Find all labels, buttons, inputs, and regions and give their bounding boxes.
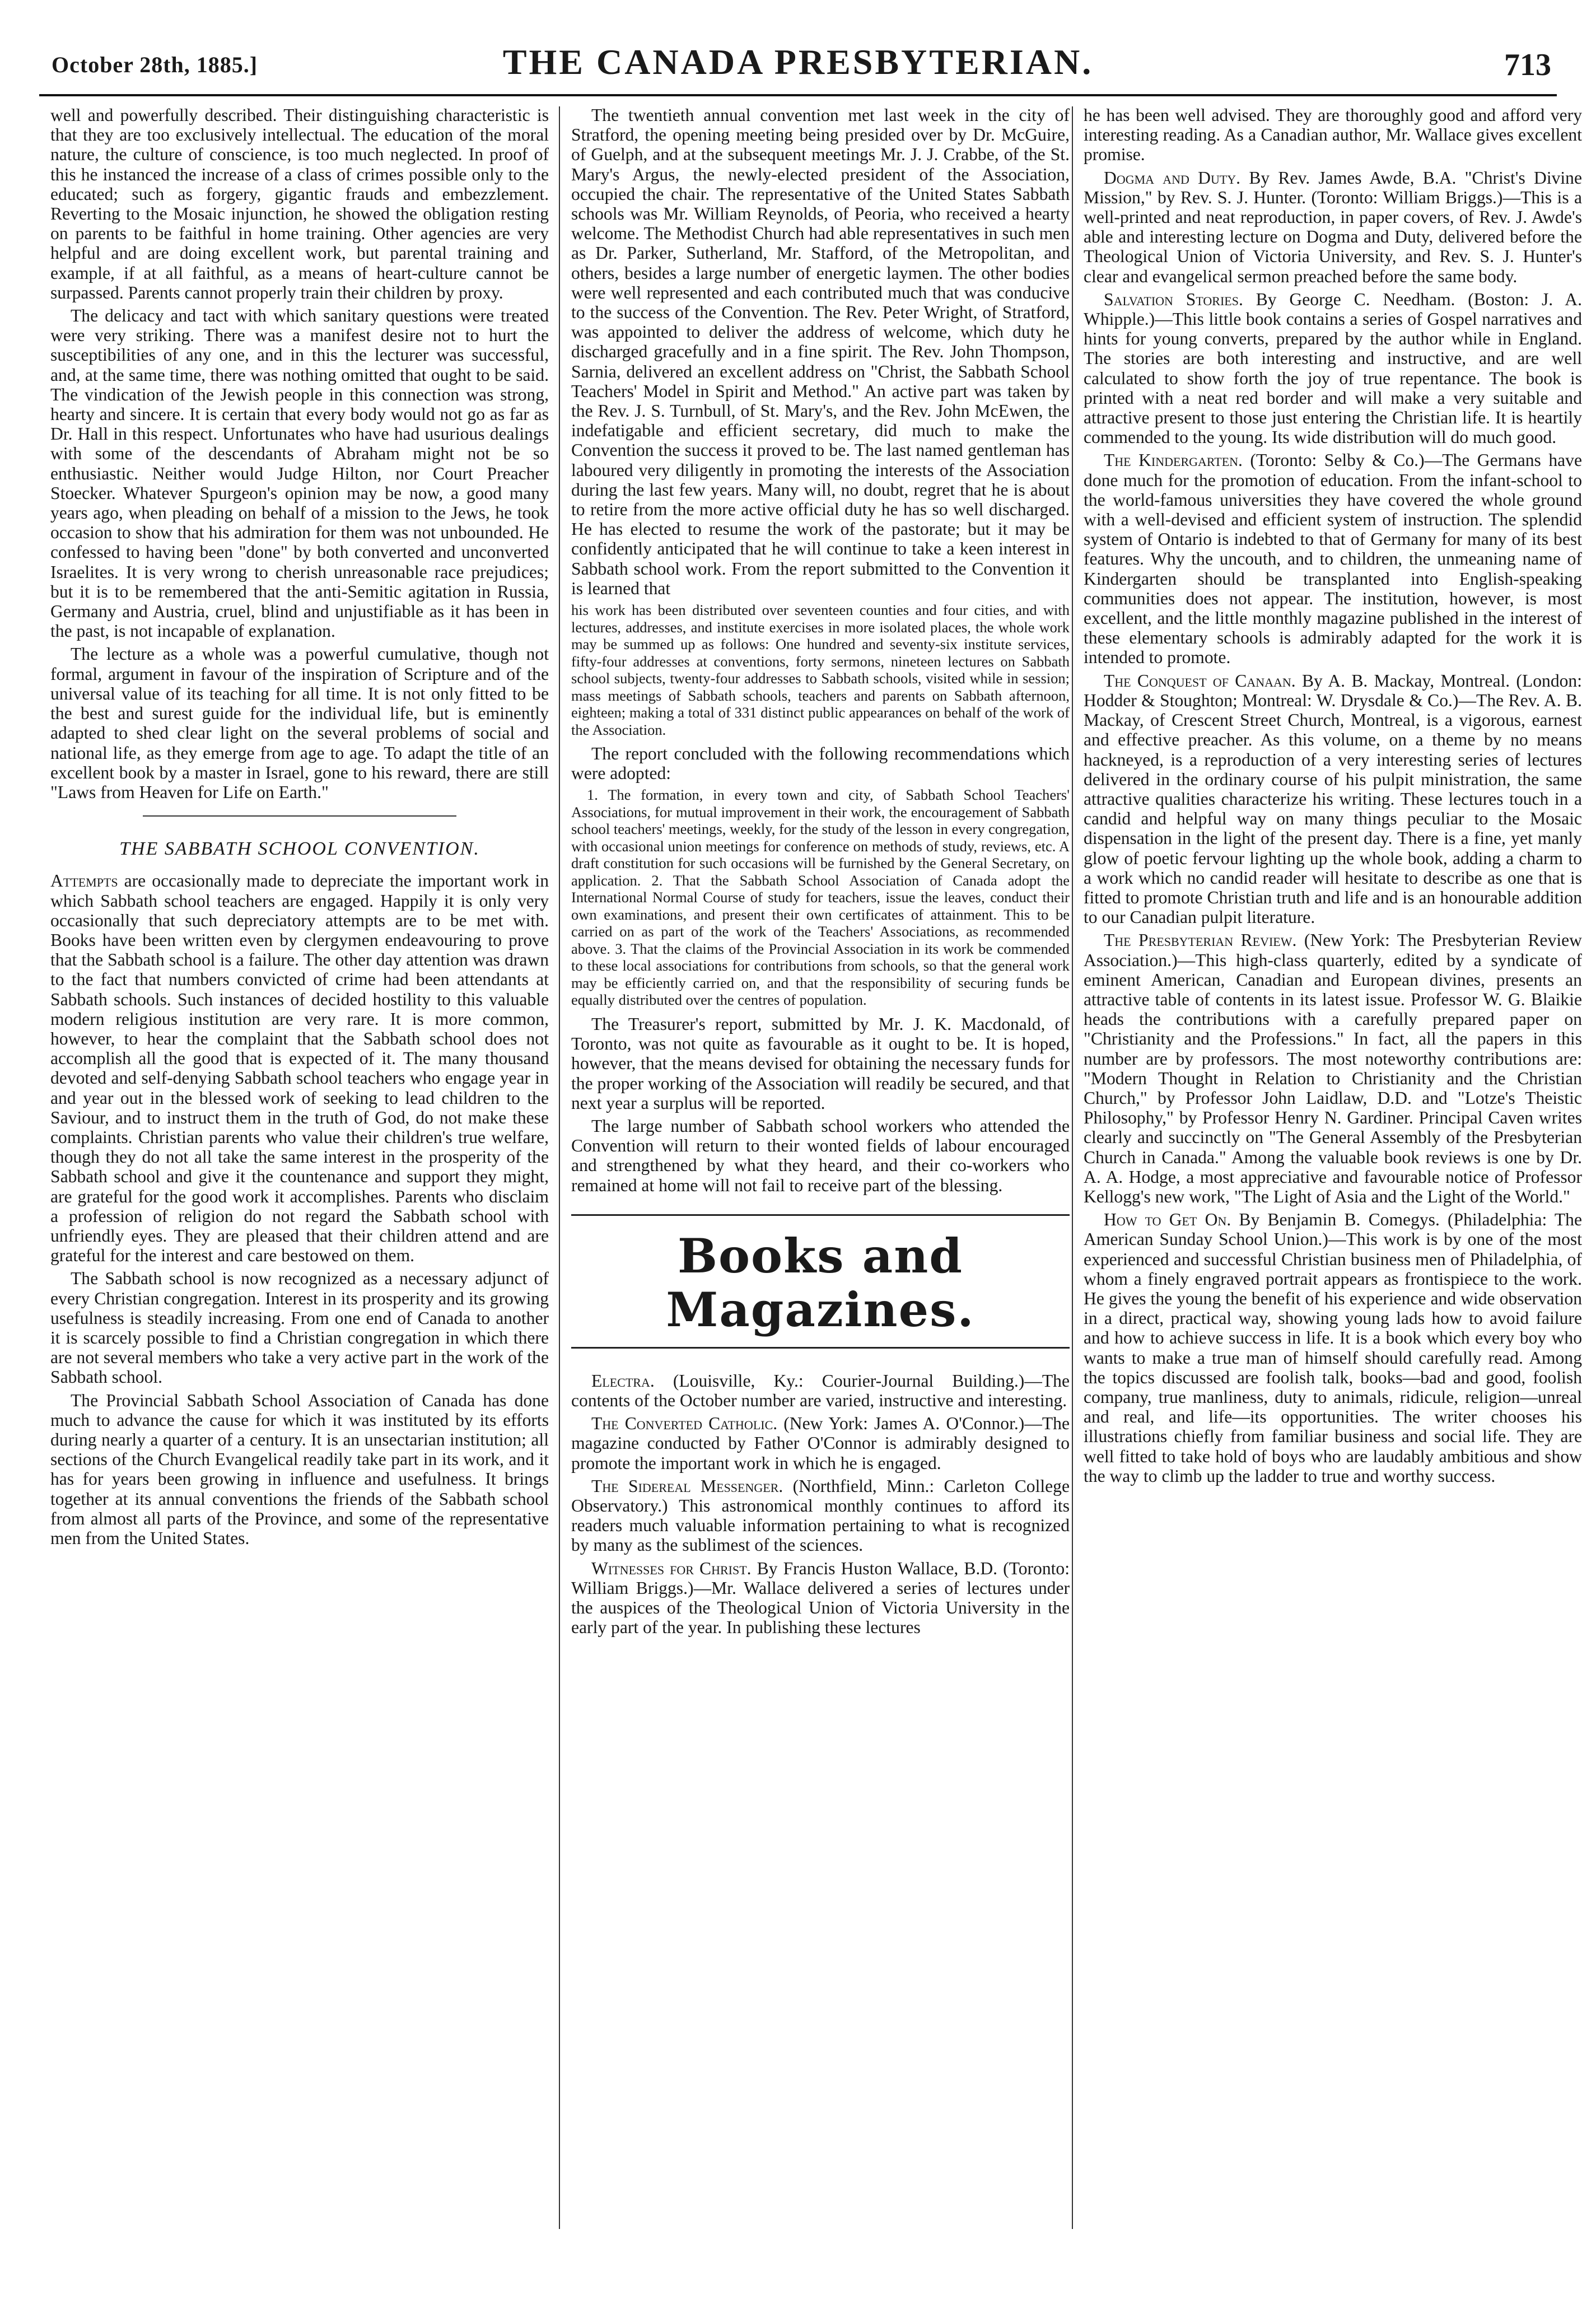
book-title: The Presbyterian Review.	[1104, 930, 1297, 950]
article-paragraph: The Sabbath school is now recognized as a necessary adjunct of every Christian congregation. Interest in its prosperity and its growing usefulness is steadily increasing. From one end of Canada to another it is scarcely possible to find a Christian congregation in which there are not several members who take a very active part in the work of the Sabbath school.	[50, 1269, 549, 1387]
book-review	[571, 1559, 1070, 1638]
review-text: By A. B. Mackay, Montreal. (London: Hodder & Stoughton; Montreal: W. Drysdale & Co.)—The Rev. A. B. Mackay, of Crescent Street Church, Montreal, is a vigorous, earnest and effective preacher. As this volume, on a theme by no means hackneyed, is a reproduction of a very interesting series of lectures delivered in the ordinary course of his pulpit ministration, the same attractive qualities characterize his writing. These lectures touch in a candid and helpful way on many things peculiar to the Mosaic dispensation in the light of the present day. There is a fine, yet manly glow of poetic fervour lighting up the whole book, adding a charm to a work which no candid reader will hesitate to describe as one that is fitted to promote Christian truth and life and is an honourable addition to our Canadian pulpit literature.	[1084, 670, 1582, 927]
article-paragraph: The report concluded with the following recommendations which were adopted:	[571, 744, 1070, 784]
review-text: (New York: James A. O'Connor.)—The magazine conducted by Father O'Connor is admirably designed to promote the important work in which he is engaged.	[571, 1414, 1070, 1473]
article-paragraph: well and powerfully described. Their distinguishing characteristic is that they are too exclusively intellectual. The education of the moral nature, the culture of conscience, is too much neglected. In proof of this he instanced the increase of a class of crimes possible only to the educated; such as forgery, gigantic frauds and embezzlement. Reverting to the Mosaic injunction, he showed the obligation resting on parents to be faithful in home training. Other agencies are very helpful and are doing excellent work, but parental training and example, if at all faithful, as a means of heart-culture cannot be surpassed. Parents cannot properly train their children by proxy.	[50, 105, 549, 302]
page-number: 713	[1504, 48, 1551, 82]
newspaper-page	[22, 22, 1582, 2279]
newspaper-title: THE CANADA PRESBYTERIAN.	[502, 42, 1094, 82]
article-paragraph	[50, 871, 549, 1265]
review-text: (Northfield, Minn.: Carleton College Observatory.) This astronomical monthly continues to afford its readers much valuable information pertaining to what is recognized by many as the sublimest of the sciences.	[571, 1476, 1070, 1555]
article-paragraph: The twentieth annual convention met last week in the city of Stratford, the opening meeting being presided over by Dr. McGuire, of Guelph, and at the subsequent meetings Mr. J. J. Crabbe, of the St. Mary's Argus, the newly-elected president of the Association, occupied the chair. The representative of the United States Sabbath schools was Mr. William Reynolds, of Peoria, who received a hearty welcome. The Methodist Church had able representatives in such men as Dr. Parker, Sutherland, Mr. Stafford, of the Metropolitan, and others, besides a large number of energetic laymen. The other bodies were well represented and each contributed much that was conducive to the success of the Convention. The Rev. Peter Wright, of Stratford, was appointed to deliver the address of welcome, which duty he discharged gracefully and in a fine spirit. The Rev. John Thompson, Sarnia, delivered an excellent address on "Christ, the Sabbath School Teachers' Model in Spirit and Method." An active part was taken by the Rev. J. S. Turnbull, of St. Mary's, and the Rev. John McEwen, the indefatigable and efficient secretary, did much to make the Convention the success it proved to be. The last named gentleman has laboured very diligently in promoting the interests of the Association during the last few years. Many will, no doubt, regret that he is about to retire from the more active official duty he has so well discharged. He has elected to resume the work of the pastorate; but it may be confidently anticipated that he will continue to take a keen interest in Sabbath school work. From the report submitted to the Convention it is learned that	[571, 105, 1070, 598]
review-text: By George C. Needham. (Boston: J. A. Whipple.)—This little book contains a series of Gospel narratives and hints for young converts, prepared by the author while in England. The stories are both interesting and instructive, and are well calculated to show forth the joy of true repentance. The book is printed with a neat red border and will make a very suitable and attractive present to those just entering the Christian life. It is heartily commended to the young. Its wide distribution will do much good.	[1084, 289, 1582, 447]
recommendations-list: 1. The formation, in every town and city, of Sabbath School Teachers' Associations, for mutual improvement in their work, the encouragement of Sabbath school teachers' meetings, weekly, for the study of the lesson in every congregation, with occasional union meetings for conference on methods of study, reviews, etc. A draft constitution for such occasions will be furnished by the General Secretary, on application. 2. That the Sabbath School Association of Canada adopt the International Normal Course of study for teachers, issue the leaves, conduct their own examinations, and present their own certificates of attainment. This to be carried on as part of the work of the Teachers' Associations, as recommended above. 3. That the claims of the Provincial Association in its work be commended to these local associations for contributions from schools, so that the general work may be efficiently carried on, and that the responsibility of securing funds be equally distributed over the centres of population.	[571, 786, 1070, 1009]
book-title: The Sidereal Messenger.	[591, 1476, 783, 1496]
column-3	[1084, 105, 1582, 2233]
review-text: (Toronto: Selby & Co.)—The Germans have done much for the promotion of education. From the infant-school to the world-famous universities they have covered the whole ground with a well-devised and efficient system of instruction. The splendid system of Ontario is indebted to that of Germany for many of its best features. Why the uncouth, and to children, the unmeaning name of Kindergarten should be transplanted into English-speaking communities does not appear. The institution, however, is most excellent, and the little monthly magazine published in the interest of these elementary schools is admirably adapted for the work it is intended to promote.	[1084, 450, 1582, 668]
book-review	[1084, 930, 1582, 1206]
issue-date: October 28th, 1885.]	[52, 52, 258, 77]
book-review	[1084, 671, 1582, 927]
column-divider	[1072, 106, 1073, 2229]
review-text: (Louisville, Ky.: Courier-Journal Building.)—The contents of the October number are varied, instructive and interesting.	[571, 1370, 1070, 1411]
column-divider	[559, 106, 560, 2229]
book-review	[571, 1371, 1070, 1410]
book-title: Electra.	[591, 1370, 655, 1391]
book-title: The Kindergarten.	[1104, 450, 1243, 470]
book-review	[1084, 1210, 1582, 1486]
book-review: he has been well advised. They are thoroughly good and afford very interesting reading. As a Canadian author, Mr. Wallace gives excellent promise.	[1084, 105, 1582, 165]
article-paragraph: The Treasurer's report, submitted by Mr. J. K. Macdonald, of Toronto, was not quite as favourable as it ought to be. It is hoped, however, that the means devised for obtaining the necessary funds for the proper working of the Association will readily be secured, and that next year a surplus will be reported.	[571, 1014, 1070, 1113]
review-text: By Benjamin B. Comegys. (Philadelphia: The American Sunday School Union.)—This work is by one of the most experienced and successful Christian business men of Philadelphia, of whom a finely engraved portrait appears as frontispiece to the work. He gives the young the benefit of his experience and wide observation in a direct, practical way, showing young lads how to avoid failure and how to achieve success in life. It is a book which every boy who wants to make a true man of himself should carefully read. Among the topics discussed are foolish talk, books—bad and good, foolish company, true manliness, duty to animals, ridicule, religion—unreal and real, and life—its opportunities. The writer chooses his illustrations chiefly from familiar business and social life. They are well fitted to take hold of boys who are laudably ambitious and show the way to climb up the ladder to true and worthy success.	[1084, 1210, 1582, 1486]
section-divider	[143, 815, 456, 817]
book-title: The Conquest of Canaan.	[1104, 670, 1296, 691]
article-paragraph: The Provincial Sabbath School Association of Canada has done much to advance the cause for which it was instituted by its efforts during nearly a quarter of a century. It is an unsectarian institution; all sections of the Church Evangelical readily take part in its work, and it has for years been growing in influence and usefulness. It brings together at its annual conventions the friends of the Sabbath school from almost all parts of the Province, and some of the representative men from the United States.	[50, 1390, 549, 1549]
review-text: By Francis Huston Wallace, B.D. (Toronto: William Briggs.)—Mr. Wallace delivered a series of lectures under the auspices of the Theological Union of Victoria University in the early part of the year. In publishing these lectures	[571, 1558, 1070, 1638]
book-review	[571, 1414, 1070, 1473]
masthead	[22, 22, 1574, 90]
paragraph-text: are occasionally made to depreciate the important work in which Sabbath school teachers are engaged. Happily it is only very occasionally that such depreciatory attempts are to be met with. Books have been written even by clergymen endeavouring to prove that the Sabbath school is a failure. The other day attention was drawn to the fact that numbers convicted of crime had been attendants at Sabbath schools. Such instances of decided hostility to this valuable modern religious institution are very rare. It is more common, however, to hear the complaint that the Sabbath school does not accomplish all the good that is expected of it. The many thousand devoted and self-denying Sabbath school teachers who engage year in and year out in the blessed work of seeking to lead children to the Saviour, and to instruct them in the truth of God, do not make these complaints. Christian parents who value their children's true welfare, though they do not all take the same interest in the prosperity of the Sabbath school and give it the countenance and support they might, are grateful for the good work it accomplishes. Parents who disclaim a profession of religion do not regard the Sabbath school with unfriendly eyes. They are pleased that their children attend and are grateful for the interest and care bestowed on them.	[50, 871, 549, 1266]
column-2	[571, 105, 1070, 2233]
section-heading: THE SABBATH SCHOOL CONVENTION.	[119, 838, 480, 860]
book-title: Salvation Stories.	[1104, 289, 1243, 309]
book-review	[1084, 450, 1582, 667]
lead-word: Attempts	[50, 871, 118, 891]
article-paragraph: The delicacy and tact with which sanitary questions were treated were very striking. There was a manifest desire not to hurt the susceptibilities of any one, and in this the lecturer was successful, and, at the same time, there was nothing omitted that ought to be said. The vindication of the Jewish people in this connection was strong, hearty and sincere. It is certain that every body would not go as far as Dr. Hall in this respect. Unfortunates who have had usurious dealings with some of the descendants of Abraham might not be so enthusiastic. Neither would Judge Hilton, nor Court Preacher Stoecker. Whatever Spurgeon's opinion may be now, a good many years ago, when pleading on behalf of a mission to the Jews, he took occasion to show that his admiration for them was not unbounded. He confessed to having been "done" by both converted and unconverted Israelites. It is very wrong to cherish unreasonable race prejudices; but it is to be remembered that the anti-Semitic agitation in Russia, Germany and Austria, cruel, blind and unjustifiable as it has been in the past, is not incapable of explanation.	[50, 306, 549, 641]
article-paragraph: The large number of Sabbath school workers who attended the Convention will return to their wonted fields of labour encouraged and strengthened by what they heard, and their co-workers who remained at home will not fail to receive part of the blessing.	[571, 1116, 1070, 1195]
book-review	[1084, 290, 1582, 447]
book-title: How to Get On.	[1104, 1210, 1231, 1230]
book-review	[1084, 168, 1582, 286]
review-text: (New York: The Presbyterian Review Association.)—This high-class quarterly, edited by a syndicate of eminent American, Canadian and European divines, presents an attractive table of contents in its latest issue. Professor W. G. Blaikie heads the contributions with a carefully prepared paper on "Christianity and the Professions." In fact, all the papers in this number are by professors. The most noteworthy contributions are: "Modern Thought in Relation to Christianity and the Christian Church," by Professor John Laidlaw, D.D. and "Lotze's Theistic Philosophy," by Professor Henry N. Gardiner. Principal Caven writes clearly and succinctly on "The General Assembly of the Presbyterian Church in Canada." Among the valuable book reviews is one by Dr. A. A. Hodge, a most appreciative and favourable notice of Professor Kellogg's new work, "The Light of Asia and the Light of the World."	[1084, 930, 1582, 1206]
book-title: Dogma and Duty.	[1104, 167, 1241, 188]
books-and-magazines-heading: Books and Magazines.	[571, 1214, 1070, 1349]
report-quote: his work has been distributed over seventeen counties and four cities, and with lectures, addresses, and institute exercises in more isolated places, the whole work may be summed up as follows: One hundred and seventy-six institute services, fifty-four addresses at conventions, forty sermons, nineteen lectures on Sabbath school subjects, twenty-four addresses to Sabbath schools, visited while in session; mass meetings of Sabbath schools, teachers and parents on Sabbath afternoon, eighteen; making a total of 331 distinct public appearances on behalf of the work of the Association.	[571, 601, 1070, 738]
book-review	[571, 1476, 1070, 1555]
masthead-rule	[39, 94, 1557, 96]
book-title: The Converted Catholic.	[591, 1414, 778, 1434]
column-1	[50, 105, 549, 2233]
review-text: By Rev. James Awde, B.A. "Christ's Divine Mission," by Rev. S. J. Hunter. (Toronto: William Briggs.)—This is a well-printed and neat reproduction, in paper covers, of Rev. J. Awde's able and interesting lecture on Dogma and Duty, delivered before the Theological Union of Victoria University, and Rev. S. J. Hunter's clear and evangelical sermon preached before the same body.	[1084, 167, 1582, 286]
book-title: Witnesses for Christ.	[591, 1558, 752, 1578]
article-paragraph: The lecture as a whole was a powerful cumulative, though not formal, argument in favour of the inspiration of Scripture and of the universal value of its teaching for all time. It is not only fitted to be the best and surest guide for the individual life, but is eminently adapted to shed clear light on the several problems of social and national life, as they emerge from age to age. To adapt the title of an excellent book by a master in Israel, gone to his reward, there are still "Laws from Heaven for Life on Earth."	[50, 644, 549, 802]
